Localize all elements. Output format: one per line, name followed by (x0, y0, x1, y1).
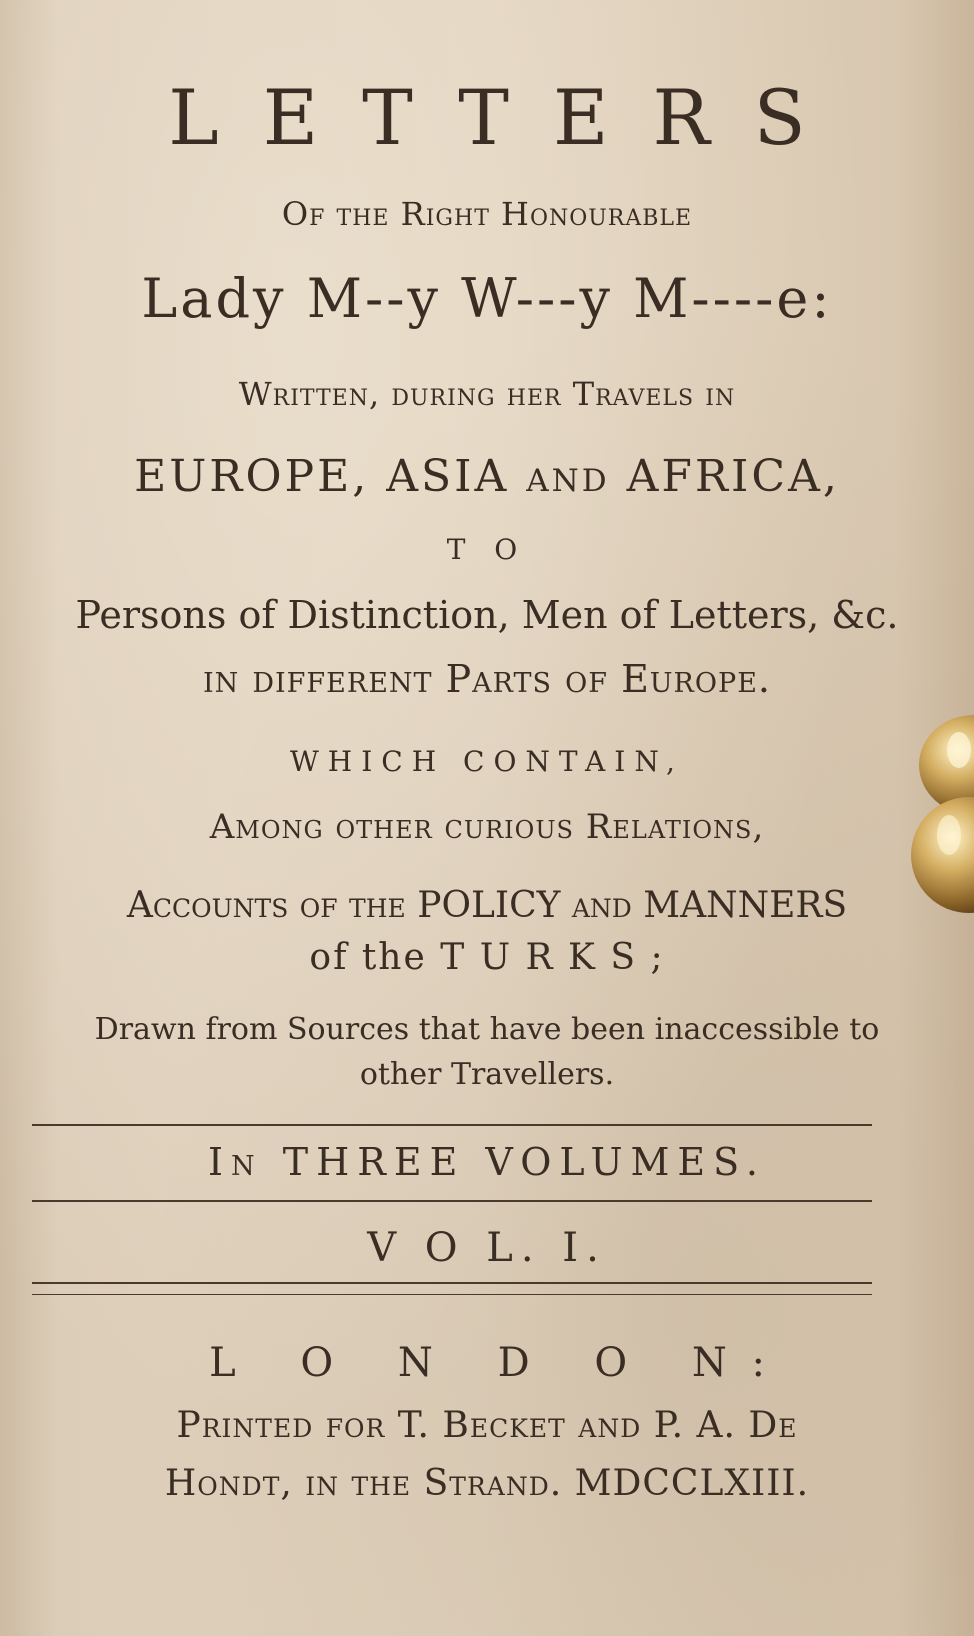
line-other-travellers: other Travellers. (359, 1057, 615, 1092)
rule-middle (32, 1200, 872, 1202)
rule-top (32, 1124, 872, 1126)
line-of-the-turks: of the T U R K S ; (309, 937, 665, 978)
line-among-relations: Among other curious Relations, (209, 807, 765, 847)
line-to: T O (446, 533, 528, 566)
rule-double-top (32, 1282, 872, 1284)
rule-double-bottom (32, 1294, 872, 1295)
line-hondt-strand: Hondt, in the Strand. MDCCLXIII. (164, 1463, 810, 1504)
line-persons: Persons of Distinction, Men of Letters, &c. (75, 593, 899, 637)
line-three-volumes: In THREE VOLUMES. (208, 1140, 766, 1184)
line-vol-one: V O L. I. (367, 1225, 607, 1271)
line-written-travels: Written, during her Travels in (238, 375, 736, 413)
line-accounts-policy: Accounts of the POLICY and MANNERS (126, 885, 848, 926)
binder-clip-icon (904, 710, 974, 950)
title-letters: LETTERS (168, 73, 850, 162)
line-lady-name: Lady M--y W---y M----e: (141, 267, 833, 330)
line-printed-for: Printed for T. Becket and P. A. De (176, 1405, 798, 1446)
line-which-contain: WHICH CONTAIN, (290, 745, 684, 778)
line-parts-of-europe: in different Parts of Europe. (203, 657, 771, 701)
line-continents: EUROPE, ASIA and AFRICA, (134, 451, 840, 502)
line-drawn-sources: Drawn from Sources that have been inaccessible to (94, 1012, 880, 1047)
line-right-honourable: Of the Right Honourable (281, 195, 693, 233)
line-london: L O N D O N: (209, 1340, 791, 1386)
